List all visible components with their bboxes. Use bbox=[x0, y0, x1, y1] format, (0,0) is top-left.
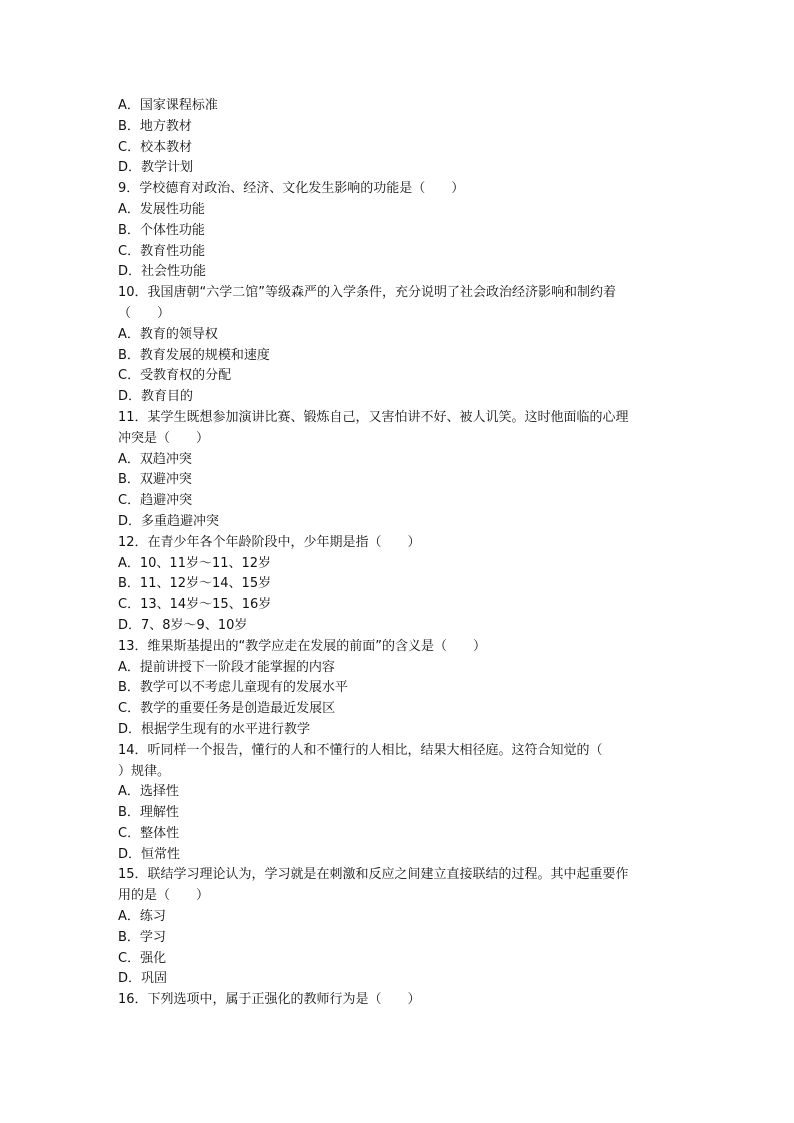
question-text: 15．联结学习理论认为，学习就是在刺激和反应之间建立直接联结的过程。其中起重要作 bbox=[118, 867, 629, 883]
exam-page bbox=[118, 96, 678, 1011]
question-text: 11．某学生既想参加演讲比赛、锻炼自己，又害怕讲不好、被人讥笑。这时他面临的心理 bbox=[118, 409, 629, 425]
answer-option: C．13、14岁～15、16岁 bbox=[118, 597, 272, 613]
answer-option: D．7、8岁～9、10岁 bbox=[118, 617, 248, 633]
answer-option: A．提前讲授下一阶段才能掌握的内容 bbox=[118, 659, 335, 675]
answer-option: A．发展性功能 bbox=[118, 201, 205, 217]
answer-option: C．整体性 bbox=[118, 825, 180, 841]
question-text: 14．听同样一个报告，懂行的人和不懂行的人相比，结果大相径庭。这符合知觉的（ bbox=[118, 742, 603, 758]
answer-option: D．教育目的 bbox=[118, 389, 194, 405]
answer-option: B．11、12岁～14、15岁 bbox=[118, 576, 272, 592]
answer-option: A．教育的领导权 bbox=[118, 326, 218, 342]
question-text: 9．学校德育对政治、经济、文化发生影响的功能是（ ） bbox=[118, 181, 465, 197]
question-text: ）规律。 bbox=[118, 763, 171, 779]
answer-option: B．教学可以不考虑儿童现有的发展水平 bbox=[118, 680, 348, 696]
answer-option: C．强化 bbox=[118, 950, 167, 966]
answer-option: D．恒常性 bbox=[118, 846, 181, 862]
answer-option: D．教学计划 bbox=[118, 160, 194, 176]
answer-option: B．教育发展的规模和速度 bbox=[118, 347, 270, 363]
answer-option: D．多重趋避冲突 bbox=[118, 513, 220, 529]
answer-option: C．教育性功能 bbox=[118, 243, 206, 259]
answer-option: C．趋避冲突 bbox=[118, 493, 193, 509]
question-text: （ ） bbox=[118, 305, 171, 321]
question-text: 13．维果斯基提出的“教学应走在发展的前面”的含义是（ ） bbox=[118, 638, 487, 654]
question-text: 12．在青少年各个年龄阶段中，少年期是指（ ） bbox=[118, 534, 421, 550]
answer-option: B．双避冲突 bbox=[118, 472, 192, 488]
question-text: 16．下列选项中，属于正强化的教师行为是（ ） bbox=[118, 992, 421, 1008]
answer-option: A．10、11岁～11、12岁 bbox=[118, 555, 272, 571]
question-text: 10．我国唐朝“六学二馆”等级森严的入学条件，充分说明了社会政治经济影响和制约着 bbox=[118, 285, 617, 301]
answer-option: A．双趋冲突 bbox=[118, 451, 192, 467]
answer-option: D．巩固 bbox=[118, 971, 168, 987]
answer-option: C．教学的重要任务是创造最近发展区 bbox=[118, 701, 336, 717]
answer-option: B．学习 bbox=[118, 929, 166, 945]
answer-option: C．受教育权的分配 bbox=[118, 368, 232, 384]
answer-option: A．国家课程标准 bbox=[118, 98, 218, 113]
answer-option: D．根据学生现有的水平进行教学 bbox=[118, 721, 311, 737]
question-text: 用的是（ ） bbox=[118, 888, 210, 904]
answer-option: A．选择性 bbox=[118, 784, 179, 800]
answer-option: D．社会性功能 bbox=[118, 264, 207, 280]
question-text: 冲突是（ ） bbox=[118, 430, 210, 446]
answer-option: B．理解性 bbox=[118, 805, 179, 821]
answer-option: A．练习 bbox=[118, 909, 166, 925]
answer-option: C．校本教材 bbox=[118, 139, 193, 155]
answer-option: B．地方教材 bbox=[118, 118, 192, 134]
answer-option: B．个体性功能 bbox=[118, 222, 205, 238]
